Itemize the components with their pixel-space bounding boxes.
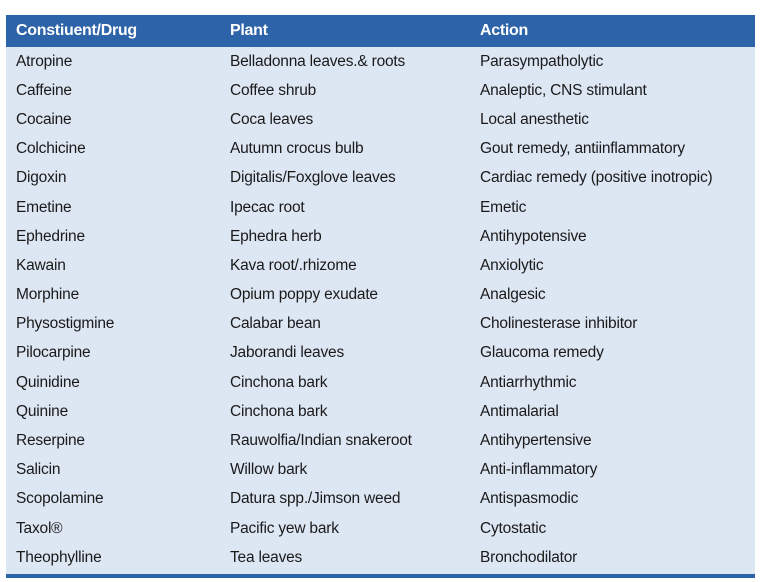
cell-plant: Ipecac root (230, 198, 305, 216)
cell-plant: Autumn crocus bulb (230, 140, 364, 158)
table-body (6, 47, 755, 572)
table-row (6, 193, 755, 222)
table-row (6, 456, 755, 485)
cell-action: Antihypotensive (480, 227, 587, 245)
cell-action: Parasympatholytic (480, 52, 604, 70)
cell-action: Local anesthetic (480, 110, 589, 128)
cell-plant: Cinchona bark (230, 373, 328, 391)
header-constituent-drug: Constiuent/Drug (16, 22, 137, 39)
cell-constituent-drug: Reserpine (16, 432, 85, 450)
table-row (6, 281, 755, 310)
cell-constituent-drug: Colchicine (16, 140, 86, 158)
cell-plant: Jaborandi leaves (230, 344, 344, 362)
table-row (6, 310, 755, 339)
cell-plant: Kava root/.rhizome (230, 256, 357, 274)
cell-constituent-drug: Morphine (16, 286, 80, 304)
table-row (6, 543, 755, 572)
cell-plant: Pacific yew bark (230, 519, 339, 537)
cell-action: Gout remedy, antiinflammatory (480, 140, 685, 158)
cell-constituent-drug: Digoxin (16, 169, 67, 187)
cell-plant: Cinchona bark (230, 402, 328, 420)
table-row (6, 339, 755, 368)
header-plant: Plant (230, 22, 268, 39)
cell-constituent-drug: Scopolamine (16, 490, 104, 508)
cell-plant: Calabar bean (230, 315, 321, 333)
cell-constituent-drug: Pilocarpine (16, 344, 91, 362)
table-row (6, 76, 755, 105)
cell-action: Antispasmodic (480, 490, 579, 508)
cell-action: Analeptic, CNS stimulant (480, 81, 647, 99)
cell-constituent-drug: Quinine (16, 402, 69, 420)
cell-action: Cytostatic (480, 519, 547, 537)
table-row (6, 105, 755, 134)
table-row (6, 514, 755, 543)
cell-plant: Ephedra herb (230, 227, 322, 245)
table-row (6, 135, 755, 164)
cell-action: Antihypertensive (480, 432, 592, 450)
cell-action: Cholinesterase inhibitor (480, 315, 638, 333)
cell-constituent-drug: Ephedrine (16, 227, 85, 245)
header-action: Action (480, 22, 528, 39)
cell-constituent-drug: Cocaine (16, 110, 72, 128)
cell-action: Cardiac remedy (positive inotropic) (480, 169, 713, 187)
cell-action: Bronchodilator (480, 548, 578, 566)
cell-plant: Belladonna leaves.& roots (230, 52, 406, 70)
cell-plant: Willow bark (230, 461, 308, 479)
cell-plant: Coffee shrub (230, 81, 317, 99)
table-row (6, 426, 755, 455)
cell-constituent-drug: Atropine (16, 52, 73, 70)
cell-constituent-drug: Physostigmine (16, 315, 115, 333)
cell-plant: Datura spp./Jimson weed (230, 490, 401, 508)
cell-constituent-drug: Caffeine (16, 81, 72, 99)
cell-action: Anxiolytic (480, 256, 544, 274)
drug-plant-table (6, 15, 755, 572)
cell-plant: Rauwolfia/Indian snakeroot (230, 432, 412, 450)
cell-plant: Coca leaves (230, 110, 314, 128)
cell-constituent-drug: Kawain (16, 256, 66, 274)
table-row (6, 251, 755, 280)
cell-plant: Digitalis/Foxglove leaves (230, 169, 396, 187)
table-row (6, 164, 755, 193)
cell-action: Analgesic (480, 286, 546, 304)
cell-constituent-drug: Salicin (16, 461, 61, 479)
cell-constituent-drug: Theophylline (16, 548, 102, 566)
drug-plant-table-container (6, 15, 755, 578)
cell-action: Glaucoma remedy (480, 344, 604, 362)
cell-action: Antimalarial (480, 402, 559, 420)
cell-constituent-drug: Taxol® (16, 519, 63, 537)
table-row (6, 397, 755, 426)
table-row (6, 47, 755, 76)
table-header-row (6, 15, 755, 47)
cell-plant: Opium poppy exudate (230, 286, 378, 304)
table-row (6, 222, 755, 251)
cell-action: Antiarrhythmic (480, 373, 577, 391)
cell-action: Anti-inflammatory (480, 461, 598, 479)
cell-constituent-drug: Emetine (16, 198, 72, 216)
table-row (6, 368, 755, 397)
cell-plant: Tea leaves (230, 548, 303, 566)
cell-constituent-drug: Quinidine (16, 373, 80, 391)
table-row (6, 485, 755, 514)
cell-action: Emetic (480, 198, 527, 216)
